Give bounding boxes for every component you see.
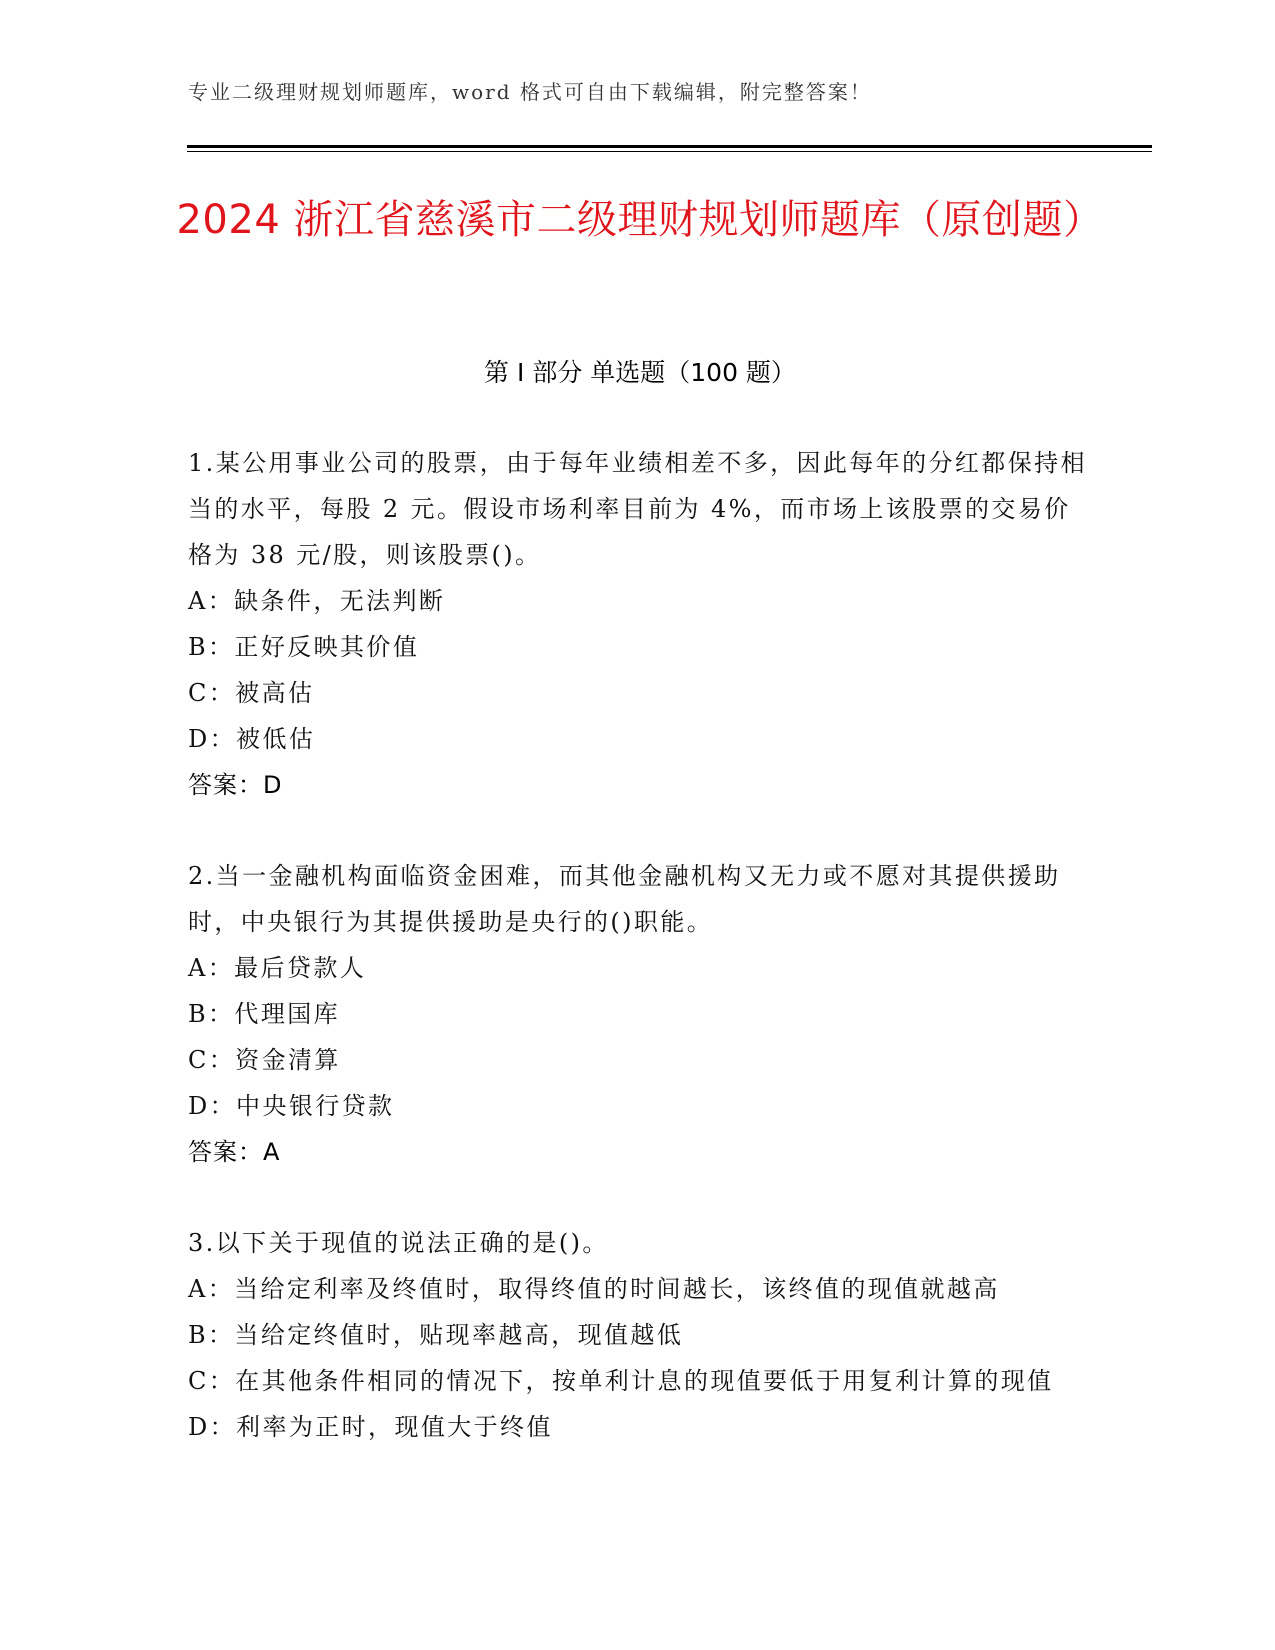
section-heading: 第 I 部分 单选题（100 题）: [484, 358, 796, 387]
option-b: B：正好反映其价值: [188, 633, 420, 661]
answer: 答案：A: [188, 1138, 281, 1166]
question-2: [188, 853, 1088, 1175]
option-b: B：当给定终值时，贴现率越高，现值越低: [188, 1321, 684, 1349]
question-stem: 3.以下关于现值的说法正确的是()。: [188, 1229, 609, 1257]
option-c: C：被高估: [188, 679, 315, 707]
question-list: [188, 440, 1088, 1495]
document-title: 2024 浙江省慈溪市二级理财规划师题库（原创题）: [176, 197, 1104, 243]
option-a: A：当给定利率及终值时，取得终值的时间越长，该终值的现值就越高: [188, 1275, 1000, 1303]
option-b: B：代理国库: [188, 1000, 341, 1028]
question-1: [188, 440, 1088, 808]
option-a: A：缺条件，无法判断: [188, 587, 446, 615]
header-rule-thick: [187, 145, 1152, 148]
option-d: D：被低估: [188, 725, 316, 753]
option-d: D：利率为正时，现值大于终值: [188, 1413, 553, 1441]
option-a: A：最后贷款人: [188, 954, 367, 982]
answer: 答案：D: [188, 771, 283, 799]
header-rule-thin: [187, 151, 1152, 152]
question-3: [188, 1220, 1088, 1450]
option-c: C：资金清算: [188, 1046, 341, 1074]
option-c: C：在其他条件相同的情况下，按单利计息的现值要低于用复利计算的现值: [188, 1367, 1054, 1395]
question-stem: 1.某公用事业公司的股票，由于每年业绩相差不多，因此每年的分红都保持相当的水平，每股 2 元。假设市场利率目前为 4%，而市场上该股票的交易价格为 38 元/股，则该股票()。: [188, 449, 1087, 569]
question-stem: 2.当一金融机构面临资金困难，而其他金融机构又无力或不愿对其提供援助时，中央银行为其提供援助是央行的()职能。: [188, 862, 1061, 936]
option-d: D：中央银行贷款: [188, 1092, 395, 1120]
header-note: 专业二级理财规划师题库，word 格式可自由下载编辑，附完整答案！: [188, 80, 872, 104]
